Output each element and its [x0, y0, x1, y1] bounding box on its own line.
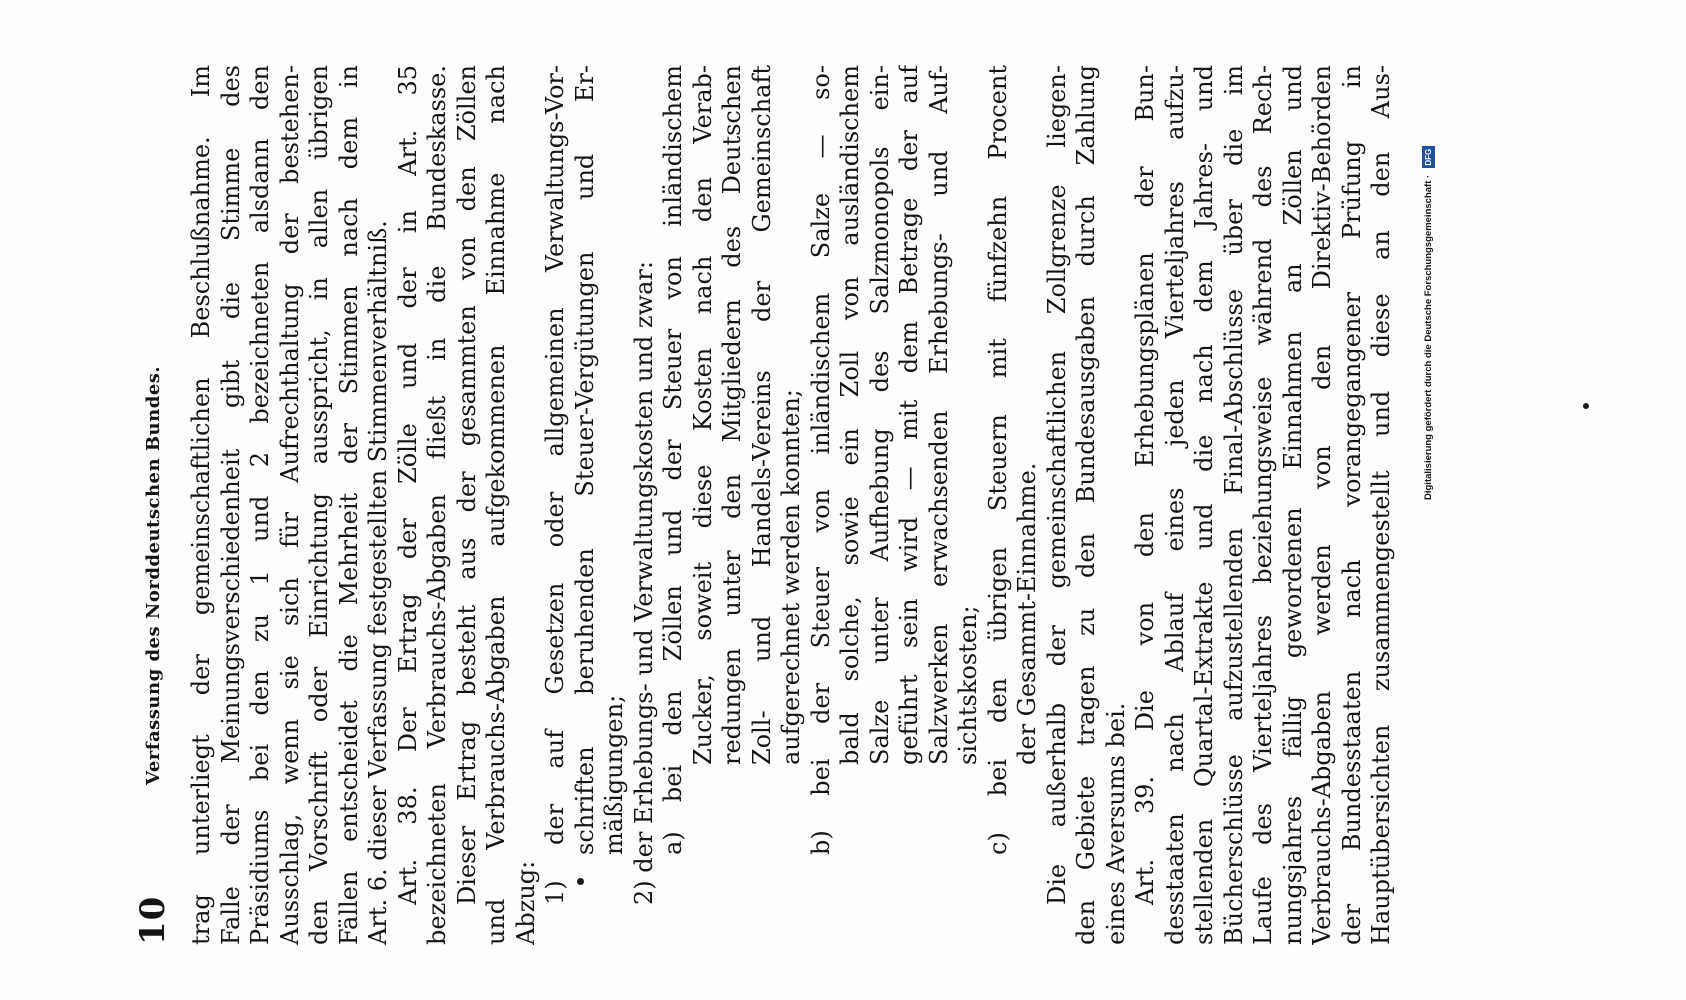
article-39-heading-line: Art. 39. Die von den Erhebungsplänen der Bun-	[1131, 65, 1159, 905]
running-head	[133, 65, 173, 945]
text-line: Die außerhalb der gemeinschaftlichen Zollgrenze liegen-	[1042, 65, 1071, 905]
text-line: und Verbrauchs-Abgaben aufgekommenen Einnahme nach	[482, 65, 510, 945]
text-line: Falle der Meinungsverschiedenheit gibt die Stimme des	[216, 65, 245, 945]
text-line: schriften beruhenden Steuer-Vergütungen und Er-	[570, 65, 599, 855]
text-line: bezeichneten Verbrauchs-Abgaben fließt in die Bundeskasse.	[423, 65, 451, 945]
text-line: aufgerechnet werden konnten;	[777, 389, 805, 765]
text-line: Fällen entscheidet die Mehrheit der Stimmen nach dem in	[334, 65, 363, 945]
article-38-heading-line: Art. 38. Der Ertrag der Zölle und der in Art. 35	[393, 65, 422, 905]
text-line: redungen unter den Mitgliedern des Deutschen	[718, 65, 746, 765]
list-item-2b: b) bei der Steuer von inländischem Salze — so-	[806, 65, 835, 855]
text-line: Dieser Ertrag besteht aus der gesammten von den Zöllen	[452, 65, 481, 905]
text-line: der Gesammt-Einnahme.	[1013, 462, 1041, 765]
text-line: Salze unter Aufhebung des Salzmonopols ein-	[865, 65, 894, 765]
text-line: stellenden Quartal-Extrakte und die nach dem Jahres- und	[1190, 65, 1218, 945]
text-line: nungsjahres fällig gewordenen Einnahmen an Zöllen und	[1278, 65, 1307, 945]
text-line: den Gebiete tragen zu den Bundesausgaben durch Zahlung	[1072, 65, 1100, 945]
text-line: Zoll- und Handels-Vereins der Gemeinschaft	[747, 65, 776, 765]
body-text	[187, 65, 1397, 945]
list-item-2: 2) der Erhebungs- und Verwaltungskosten und zwar:	[629, 261, 658, 905]
text-line: desstaaten nach Ablauf eines jeden Vierteljahres aufzu-	[1160, 65, 1189, 945]
text-line: bald solche, sowie ein Zoll von ausländischem	[836, 65, 864, 765]
dfg-logo: DFG	[1422, 146, 1435, 168]
text-line: Abzug:	[511, 860, 540, 945]
list-item-1: 1) der auf Gesetzen oder allgemeinen Verwaltungs-Vor-	[541, 65, 569, 905]
text-line: Präsidiums bei den zu 1 und 2 bezeichneten alsdann den	[246, 65, 274, 945]
ink-speck	[1583, 403, 1589, 409]
page-number: 10	[133, 895, 173, 945]
text-line: sichtskosten;	[954, 605, 982, 765]
text-line: geführt sein wird — mit dem Betrage der auf	[895, 65, 923, 765]
text-line: mäßigungen;	[600, 694, 628, 855]
text-line: Zucker, soweit diese Kosten nach den Verab-	[688, 65, 717, 765]
text-line: Verbrauchs-Abgaben werden von den Direktiv-Behörden	[1308, 65, 1336, 945]
list-item-2a: a) bei den Zöllen und der Steuer von inländischem	[659, 65, 687, 855]
text-line: Salzwerken erwachsenden Erhebungs- und Auf-	[924, 65, 953, 765]
text-line: eines Aversums bei.	[1101, 702, 1130, 945]
text-line: Art. 6. dieser Verfassung festgestellten Stimmenverhältniß.	[364, 220, 392, 945]
text-line: der Bundesstaaten nach vorangegangener Prüfung in	[1337, 65, 1366, 945]
running-head-title: Verfassung des Norddeutschen Bundes.	[143, 365, 164, 785]
text-line: den Vorschrift oder Einrichtung ausspricht, in allen übrigen	[305, 65, 333, 945]
list-item-2c: c) bei den übrigen Steuern mit fünfzehn Procent	[983, 65, 1012, 855]
text-line: Ausschlag, wenn sie sich für Aufrechthaltung der bestehen-	[275, 65, 304, 945]
ink-speck	[577, 878, 584, 885]
digitization-credit	[1422, 0, 1436, 500]
text-line: trag unterliegt der gemeinschaftlichen Beschlußnahme. Im	[187, 65, 215, 945]
text-line: Bücherschlüsse aufzustellenden Final-Abschlüsse über die im	[1219, 65, 1248, 945]
credit-text: Digitalisierung gefördert durch die Deutsche Forschungsgemeinschaft ·	[1423, 174, 1434, 500]
rotated-book-page	[133, 65, 1553, 945]
text-line: Laufe des Vierteljahres beziehungsweise während des Rech-	[1249, 65, 1277, 945]
text-line: Hauptübersichten zusammengestellt und diese an den Aus-	[1367, 65, 1395, 945]
